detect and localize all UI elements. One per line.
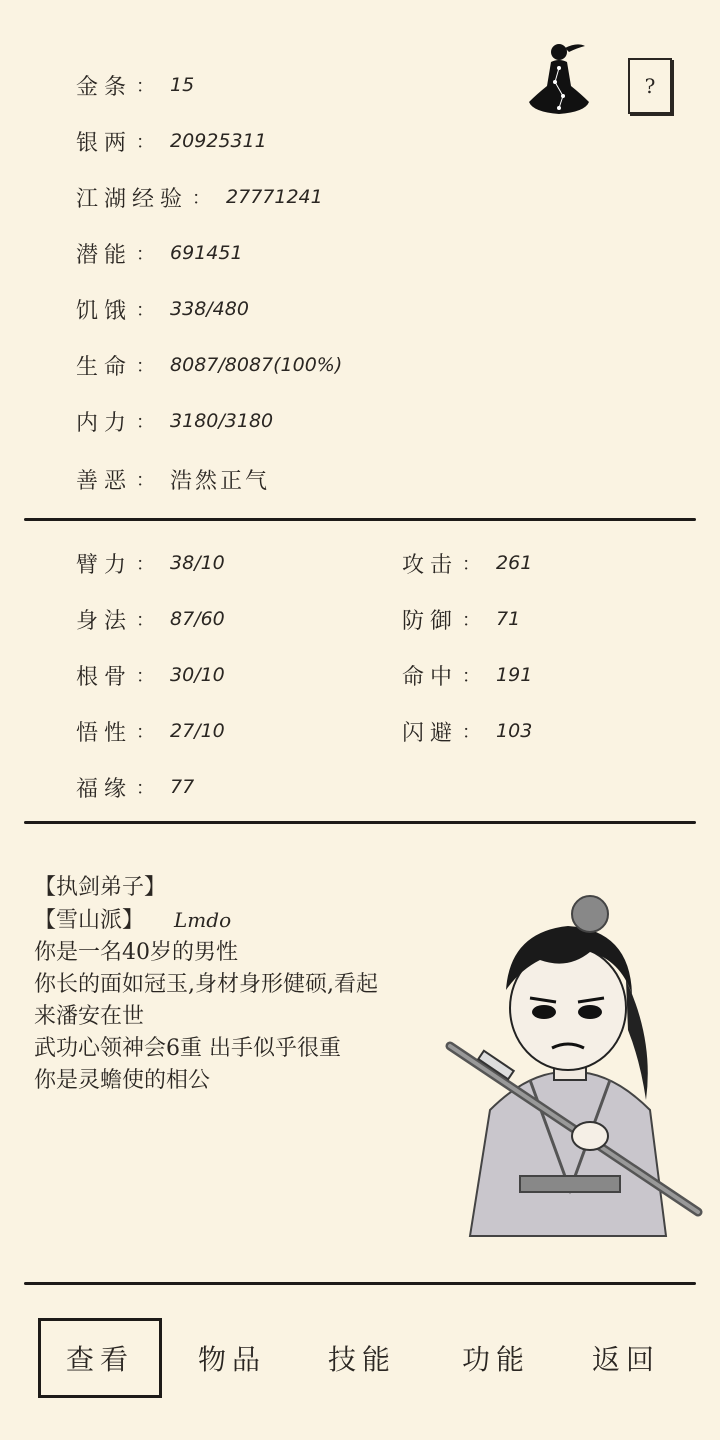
nav-skills-button[interactable]: 技能 [327, 1343, 396, 1376]
attr-value: 71 [496, 608, 521, 630]
attr-agility [76, 602, 225, 636]
attr-label: 悟性 [76, 720, 133, 746]
stat-value: 8087/8087(100%) [170, 354, 343, 376]
stat-health [76, 348, 342, 382]
attr-evasion [402, 714, 532, 748]
stat-silver [76, 124, 267, 158]
stat-label: 饥饿 [76, 298, 133, 324]
nav-view-button[interactable]: 查看 [38, 1318, 162, 1398]
attr-value: 77 [170, 776, 195, 798]
stat-label: 内力 [76, 410, 133, 436]
divider [24, 821, 696, 824]
attr-label: 命中 [402, 664, 459, 690]
stat-inner-power [76, 404, 273, 438]
bio-line: 你是灵蟾使的相公 [34, 1068, 211, 1093]
attr-label: 攻击 [402, 552, 459, 578]
attr-colon: ： [136, 666, 157, 687]
stat-value: 338/480 [170, 298, 249, 320]
stat-colon: ： [136, 300, 157, 321]
bio-line: 武功心领神会6重 出手似乎很重 [34, 1036, 341, 1061]
stat-colon: ： [136, 76, 157, 97]
attr-colon: ： [136, 722, 157, 743]
stat-label: 银两 [76, 130, 133, 156]
attr-label: 根骨 [76, 664, 133, 690]
attr-value: 38/10 [170, 552, 225, 574]
attr-colon: ： [136, 778, 157, 799]
stat-morality [76, 462, 270, 496]
help-button[interactable]: ? [628, 58, 672, 114]
attr-value: 261 [496, 552, 533, 574]
bio-sect: 【雪山派】 [34, 908, 145, 933]
bio-player-name: Lmdo [174, 908, 232, 932]
stat-label: 生命 [76, 354, 133, 380]
attr-strength [76, 546, 225, 580]
attr-value: 87/60 [170, 608, 225, 630]
attr-colon: ： [136, 554, 157, 575]
stat-label: 金条 [76, 74, 133, 100]
bio-title: 【执剑弟子】 [34, 875, 167, 900]
attr-colon: ： [462, 722, 483, 743]
stat-potential [76, 236, 243, 270]
attr-value: 27/10 [170, 720, 225, 742]
nav-back-button[interactable]: 返回 [591, 1343, 660, 1376]
nav-items-button[interactable]: 物品 [197, 1343, 266, 1376]
stat-value: 3180/3180 [170, 410, 274, 432]
stat-value: 15 [170, 74, 195, 96]
stat-colon: ： [136, 244, 157, 265]
attr-defense [402, 602, 520, 636]
stat-value: 20925311 [170, 130, 267, 152]
attr-colon: ： [462, 554, 483, 575]
stat-value: 691451 [170, 242, 243, 264]
stat-label: 潜能 [76, 242, 133, 268]
attr-value: 103 [496, 720, 533, 742]
bio-line: 你长的面如冠玉,身材身形健硕,看起 [34, 972, 378, 997]
bio-sect-line [34, 904, 434, 937]
stat-colon: ： [136, 356, 157, 377]
stat-colon: ： [136, 412, 157, 433]
stat-colon: ： [136, 132, 157, 153]
attr-label: 臂力 [76, 552, 133, 578]
bottom-nav [0, 1306, 720, 1406]
stat-gold-bars [76, 68, 194, 102]
attr-attack [402, 546, 532, 580]
attr-accuracy [402, 658, 532, 692]
attr-label: 防御 [402, 608, 459, 634]
stat-value: 27771241 [226, 186, 323, 208]
divider [24, 1282, 696, 1285]
stat-colon: ： [192, 188, 213, 209]
attr-label: 闪避 [402, 720, 459, 746]
attr-colon: ： [462, 666, 483, 687]
nav-functions-button[interactable]: 功能 [461, 1343, 530, 1376]
stat-experience [76, 180, 323, 214]
stat-colon: ： [136, 470, 157, 491]
attr-comprehension [76, 714, 225, 748]
attr-label: 福缘 [76, 776, 133, 802]
divider [24, 518, 696, 521]
attr-fortune [76, 770, 194, 804]
attr-value: 30/10 [170, 664, 225, 686]
meditate-icon[interactable] [525, 38, 593, 120]
attr-colon: ： [136, 610, 157, 631]
stat-hunger [76, 292, 249, 326]
attr-label: 身法 [76, 608, 133, 634]
character-bio [34, 872, 434, 1097]
attr-value: 191 [496, 664, 533, 686]
attr-colon: ： [462, 610, 483, 631]
stat-label: 江湖经验 [76, 186, 189, 212]
stat-label: 善恶 [76, 468, 133, 494]
attr-constitution [76, 658, 225, 692]
stat-value: 浩然正气 [170, 468, 271, 494]
bio-line: 你是一名40岁的男性 [34, 940, 238, 965]
character-portrait [440, 890, 710, 1242]
bio-line: 来潘安在世 [34, 1004, 145, 1029]
